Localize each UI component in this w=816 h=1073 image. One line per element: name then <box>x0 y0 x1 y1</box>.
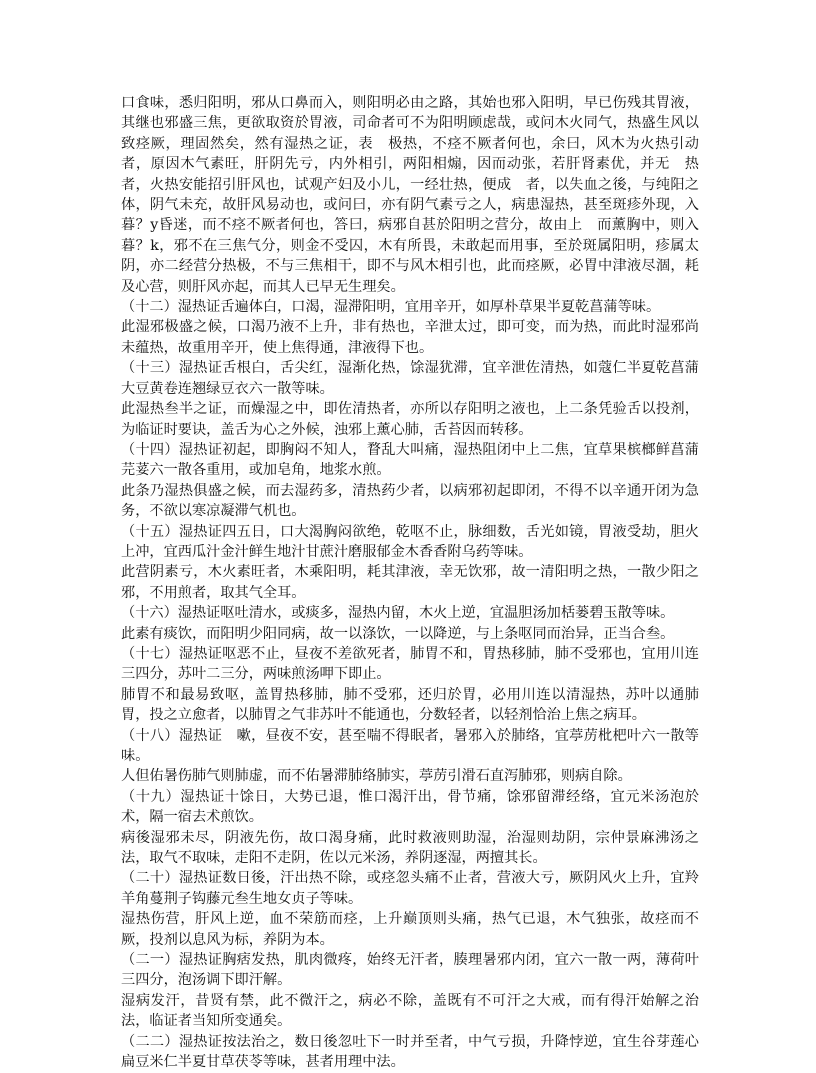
paragraph-item-19: （十九）湿热证十馀日，大势已退，惟口渴汗出，骨节痛，馀邪留滞经络，宜元米汤泡於术，隔一宿去术煎饮。 <box>121 788 699 826</box>
paragraph-item-22: （二二）湿热证按法治之，数日後忽吐下一时并至者，中气亏损，升降悖逆，宜生谷芽莲心扁豆米仁半夏甘草茯苓等味，甚者用理中法。 <box>121 1033 699 1071</box>
paragraph-item-18: （十八）湿热证 嗽，昼夜不安，甚至喘不得眠者，暑邪入於肺络，宜葶苈枇杷叶六一散等味。 <box>121 727 699 764</box>
paragraph-commentary-18: 人但佑暑伤肺气则肺虚，而不佑暑滞肺络肺实，葶苈引滑石直泻肺邪，则病自除。 <box>121 768 632 785</box>
paragraph-item-21: （二一）湿热证胸痞发热，肌肉微疼，始终无汗者，腠理暑邪内闭，宜六一散一两，薄荷叶三四分，泡汤调下即汗解。 <box>121 952 699 989</box>
paragraph-commentary-14: 此条乃湿热俱盛之候，而去湿药多，清热药少者，以病邪初起即闭，不得不以辛通开闭为急务，不欲以寒凉凝滞气机也。 <box>121 482 699 520</box>
paragraph-commentary-13: 此湿热叁半之证，而燥湿之中，即佐清热者，亦所以存阳明之液也，上二条凭验舌以投剂，为临证时要诀，盖舌为心之外候，浊邪上薰心肺，舌苔因而转移。 <box>121 401 699 438</box>
paragraph-commentary-17: 肺胃不和最易致呕，盖胃热移肺，肺不受邪，还归於胃，必用川连以清湿热，苏叶以通肺胃，投之立愈者，以肺胃之气非苏叶不能通也，分数轻者，以轻剂恰治上焦之病耳。 <box>121 686 699 724</box>
paragraph-item-14: （十四）湿热证初起，即胸闷不知人，瞀乱大叫痛，湿热阻闭中上二焦，宜草果槟榔鲜菖蒲芫荽六一散各重用，或加皂角，地浆水煎。 <box>121 441 699 479</box>
paragraph-commentary-19: 病後湿邪未尽，阴液先伤，故口渴身痛，此时救液则助湿，治湿则劫阴，宗仲景麻沸汤之法，取气不取味，走阳不走阴，佐以元米汤，养阴逐湿，两擅其长。 <box>121 829 699 867</box>
document-body <box>121 93 699 1073</box>
paragraph-item-13: （十三）湿热证舌根白，舌尖红，湿渐化热，馀湿犹滞，宜辛泄佐清热，如蔻仁半夏乾菖蒲大豆黄卷连翘绿豆衣六一散等味。 <box>121 360 699 397</box>
paragraph-item-15: （十五）湿热证四五日，口大渴胸闷欲绝，乾呕不止，脉细数，舌光如镜，胃液受劫，胆火上冲，宜西瓜汁金汁鲜生地汁甘蔗汁磨服郁金木香香附乌药等味。 <box>121 523 699 560</box>
paragraph-commentary-12: 此湿邪极盛之候，口渴乃液不上升，非有热也，辛泄太过，即可变，而为热，而此时湿邪尚未蕴热，故重用辛开，使上焦得通，津液得下也。 <box>121 319 699 356</box>
paragraph-commentary-21: 湿病发汗，昔贤有禁，此不微汗之，病必不除，盖既有不可汗之大戒，而有得汗始解之治法，临证者当知所变通矣。 <box>121 992 699 1030</box>
paragraph-item-17: （十七）湿热证呕恶不止，昼夜不差欲死者，肺胃不和，胃热移肺，肺不受邪也，宜用川连三四分，苏叶二三分，两味煎汤呷下即止。 <box>121 645 699 683</box>
paragraph-commentary-16: 此素有痰饮，而阳明少阳同病，故一以涤饮，一以降逆，与上条呕同而治异，正当合叁。 <box>121 625 675 642</box>
paragraph-commentary-20: 湿热伤营，肝风上逆，血不荣筋而痉，上升巅顶则头痛，热气已退，木气独张，故痉而不厥，投剂以息风为标，养阴为本。 <box>121 911 699 948</box>
paragraph-intro: 口食味，悉归阳明，邪从口鼻而入，则阳明必由之路，其始也邪入阳明，早已伤残其胃液，其继也邪盛三焦，更欲取资於胃液，司命者可不为阳明顾虑哉，或问木火同气，热盛生风以致痉厥，理固然矣，然有湿热之证，表 极热，不痉不厥者何也，余曰，风木为火热引动者，原因木气素旺，肝阴先亏，内外相引，两阳相煽，因而动张，若肝肾素优，并无 热者，火热安能招引肝风也，试观产妇及小儿，一经壮热，便成 者，以失血之後，与纯阳之体，阴气未充，故肝风易动也，或问曰，亦有阴气素亏之人，病患湿热，甚至斑疹外现，入暮？y昏迷，而不痉不厥者何也，答曰，病邪自甚於阳明之营分，故由上 而薰胸中，则入暮？k，邪不在三焦气分，则金不受囚，木有所畏，未敢起而用事，至於斑属阳明，疹属太阴，亦二经营分热极，不与三焦相干，即不与风木相引也，此而痉厥，必胃中津液尽涸，耗及心营，则肝风亦起，而其人已早无生理矣。 <box>121 95 699 295</box>
paragraph-item-12: （十二）湿热证舌遍体白，口渴，湿滞阳明，宜用辛开，如厚朴草果半夏乾菖蒲等味。 <box>121 299 661 316</box>
paragraph-commentary-15: 此营阴素亏，木火素旺者，木乘阳明，耗其津液，幸无饮邪，故一清阳明之热，一散少阳之邪，不用煎者，取其气全耳。 <box>121 564 699 601</box>
paragraph-item-16: （十六）湿热证呕吐清水，或痰多，湿热内留，木火上逆，宜温胆汤加栝蒌碧玉散等味。 <box>121 605 675 622</box>
paragraph-item-20: （二十）湿热证数日後，汗出热不除，或痉忽头痛不止者，营液大亏，厥阴风火上升，宜羚羊角蔓荆子钩藤元叁生地女贞子等味。 <box>121 870 699 907</box>
